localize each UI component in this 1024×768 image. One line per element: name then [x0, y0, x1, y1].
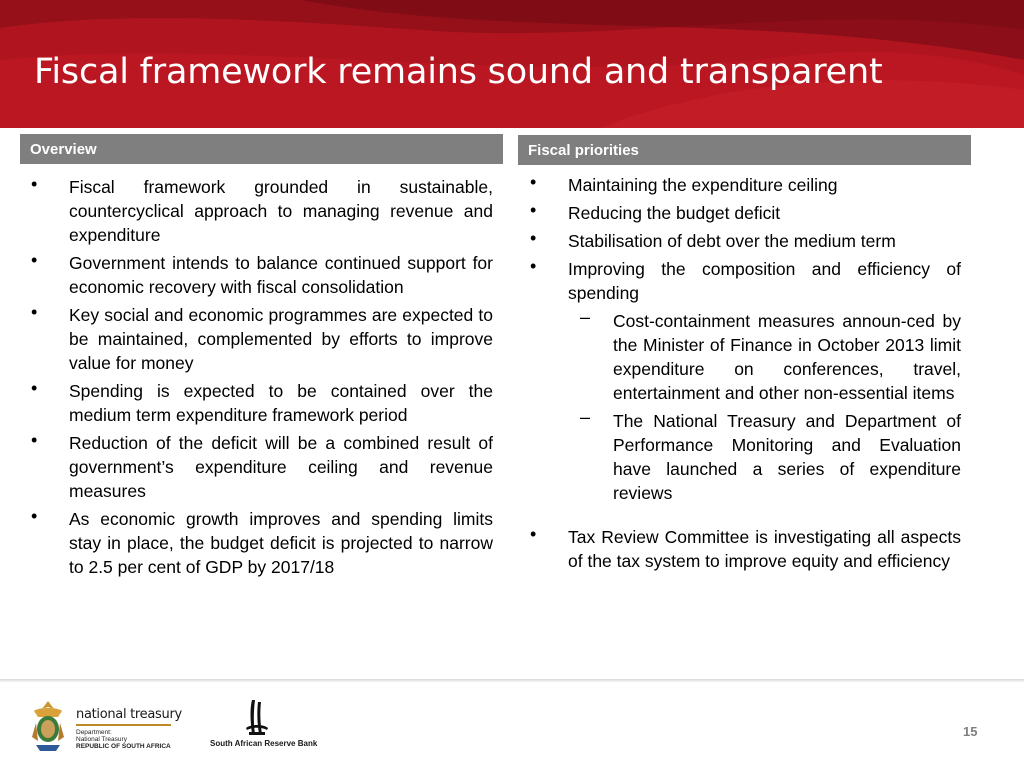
bullet-text: Government intends to balance continued support for economic recovery with fiscal consolidation	[69, 253, 493, 297]
list-item	[31, 303, 493, 375]
dash-icon: –	[580, 407, 591, 427]
bullet-icon: •	[31, 302, 38, 322]
bullet-icon: •	[530, 228, 537, 248]
bullet-text: Reduction of the deficit will be a combined result of government’s expenditure ceiling and revenue measures	[69, 433, 493, 501]
overview-header: Overview	[20, 134, 503, 164]
bullet-icon: •	[31, 250, 38, 270]
bullet-icon: •	[530, 172, 537, 192]
bullet-icon: •	[31, 174, 38, 194]
bullet-text: Improving the composition and efficiency of spending	[568, 259, 961, 303]
list-item	[31, 507, 493, 579]
bullet-text: Reducing the budget deficit	[568, 203, 781, 223]
bullet-text: As economic growth improves and spending limits stay in place, the budget deficit is projected to narrow to 2.5 per cent of GDP by 2017/18	[69, 509, 493, 577]
nt-national-treasury: National Treasury	[76, 736, 127, 743]
bullet-icon: •	[530, 256, 537, 276]
bullet-text: Key social and economic programmes are expected to be maintained, complemented by efforts to improve value for money	[69, 305, 493, 373]
nt-name: national treasury	[76, 707, 182, 722]
list-item	[31, 251, 493, 299]
bullet-text: Tax Review Committee is investigating all aspects of the tax system to improve equity and efficiency	[568, 527, 961, 571]
dash-icon: –	[580, 307, 591, 327]
sub-bullet-text: The National Treasury and Department of Performance Monitoring and Evaluation have launched a series of expenditure reviews	[613, 411, 961, 503]
bullet-icon: •	[530, 200, 537, 220]
reserve-bank-logo-icon	[240, 698, 272, 736]
bullet-icon: •	[31, 378, 38, 398]
list-item	[530, 229, 961, 253]
title-banner	[0, 0, 1024, 128]
fiscal-priorities-header: Fiscal priorities	[518, 135, 971, 165]
list-item	[530, 525, 961, 573]
list-item	[31, 379, 493, 427]
sub-list-item	[568, 309, 961, 405]
list-item	[31, 175, 493, 247]
footer-divider	[0, 679, 1024, 682]
list-item	[530, 201, 961, 225]
nt-republic: REPUBLIC OF SOUTH AFRICA	[76, 743, 171, 750]
list-item	[530, 173, 961, 197]
bullet-text: Maintaining the expenditure ceiling	[568, 175, 838, 195]
bullet-text: Stabilisation of debt over the medium term	[568, 231, 896, 251]
page-number: 15	[963, 724, 978, 739]
overview-list	[31, 175, 493, 583]
sub-list	[568, 309, 961, 505]
bullet-icon: •	[31, 430, 38, 450]
sub-bullet-text: Cost-containment measures announ-ced by the Minister of Finance in October 2013 limit expenditure on conferences, travel, entertainment and other non-essential items	[613, 311, 961, 403]
bullet-icon: •	[31, 506, 38, 526]
list-item	[31, 431, 493, 503]
bullet-icon: •	[530, 524, 537, 544]
page-title: Fiscal framework remains sound and transparent	[34, 52, 883, 92]
nt-department: Department:	[76, 729, 112, 736]
sarb-name: South African Reserve Bank	[210, 739, 318, 748]
bullet-text: Spending is expected to be contained over the medium term expenditure framework period	[69, 381, 493, 425]
national-treasury-logo	[76, 707, 182, 750]
bullet-text: Fiscal framework grounded in sustainable, countercyclical approach to managing revenue and expenditure	[69, 177, 493, 245]
nt-rule	[76, 724, 171, 726]
sub-list-item	[568, 409, 961, 505]
priorities-list	[530, 173, 961, 577]
list-item	[530, 257, 961, 505]
coat-of-arms-icon	[28, 697, 68, 753]
